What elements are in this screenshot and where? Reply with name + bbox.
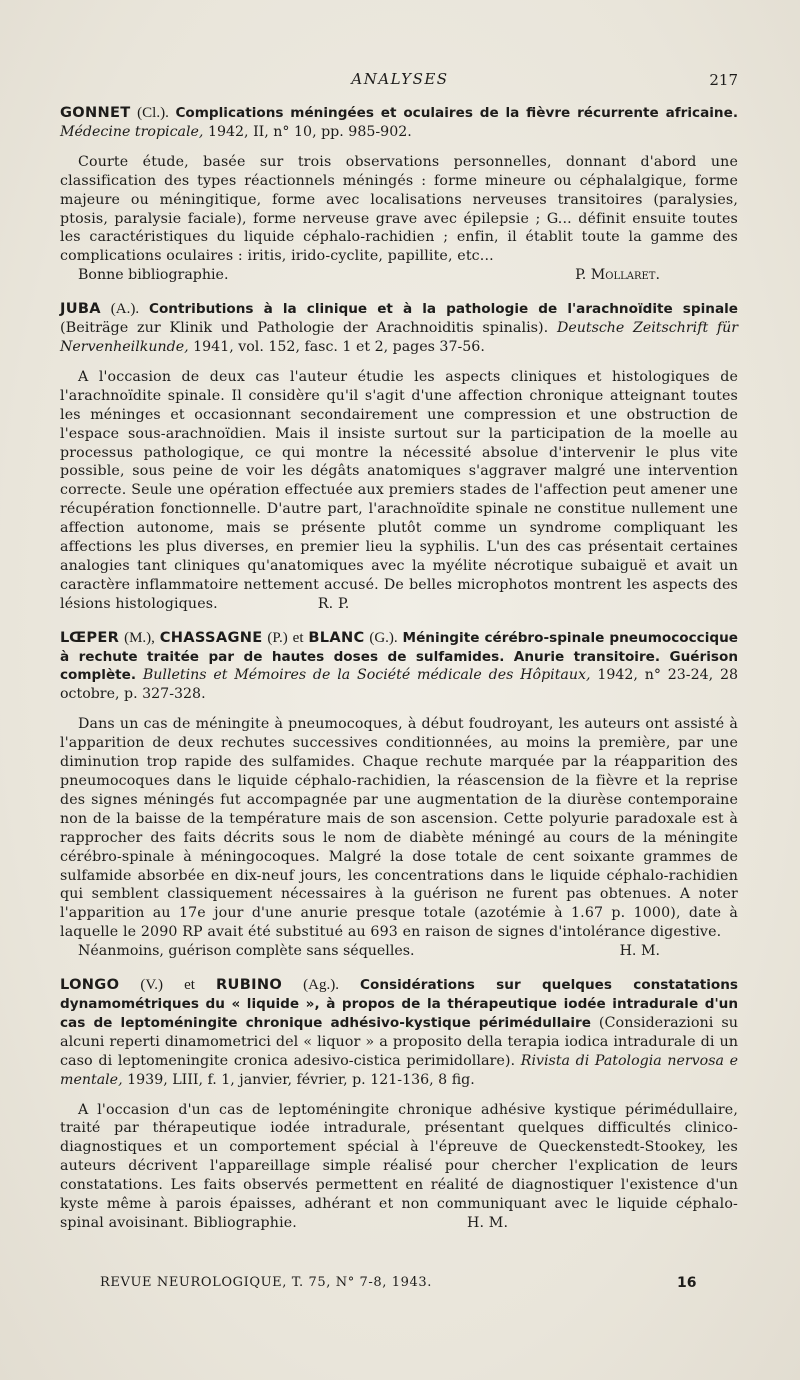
- author-name: BLANC: [308, 628, 365, 646]
- abstract-body: Courte étude, basée sur trois observations personnelles, donnant d'abord une classification des types réactionnels méningés : forme mineure ou céphalalgique, forme majeure ou méningitique, forme avec localisations nerveuses transitoires (paralysies, ptosis, paralysie faciale), forme nerveuse grave avec épilepsie ; G... définit ensuite toutes les caractéristiques du liquide céphalo-rachidien ; enfin, il établit toute la gamme des complications oculaires : iritis, irido-cyclite, papillite, etc...: [60, 153, 738, 265]
- reviewer-signature: H. M.: [466, 1214, 509, 1231]
- sheet-number: 16: [677, 1275, 697, 1291]
- citation-details: 1939, LIII, f. 1, janvier, février, p. 121-136, 8 fig.: [127, 1071, 475, 1088]
- author-name: LŒPER: [60, 628, 120, 646]
- citation-heading: [60, 300, 738, 357]
- original-title: (Considerazioni su alcuni reperti dinamometrici del « liquor » a proposito della terapia iodica intradurale di un caso di leptomeningite cronica adesivo-cistica perimidollare).: [60, 1014, 738, 1069]
- closing-note: Néanmoins, guérison complète sans séquelles.: [78, 943, 415, 960]
- journal-footer: REVUE NEUROLOGIQUE, T. 75, N° 7-8, 1943.: [100, 1275, 432, 1290]
- article-title: Considérations sur quelques constatations dynamométriques du « liquide », à propos de la thérapeutique iodée intradurale d'un cas de leptoméningite chronique adhésivo-kystique périmédullaire: [60, 977, 739, 1031]
- author-name: GONNET: [60, 104, 131, 121]
- abstract-entry: [60, 629, 738, 961]
- author-name: CHASSAGNE: [159, 628, 263, 646]
- abstract-text: A l'occasion d'un cas de leptoméningite chronique adhésive kystique périmédullaire, traité par thérapeutique iodée intradurale, présentant quelques difficultés clinico-diagnostiques et un comportement spécial à l'épreuve de Queckenstedt-Stookey, les auteurs décrivent l'appareillage simple réalisé pour chercher l'explication de leurs constatations. Les faits observés permettent en réalité de diagnostiquer l'existence d'un kyste même à parois épaisses, adhérant et non communiquant avec le liquide céphalo-spinal avoisinant. Bibliographie.: [60, 1101, 738, 1231]
- journal-name: Médecine tropicale,: [60, 123, 204, 140]
- citation-details: 1942, II, n° 10, pp. 985-902.: [207, 123, 412, 140]
- author-name: LONGO: [60, 976, 120, 994]
- closing-note: Bonne bibliographie.: [78, 267, 229, 284]
- page-footer: [100, 1275, 700, 1297]
- running-header: [60, 70, 740, 94]
- author-initials: (Ag.).: [303, 977, 339, 994]
- citation-details: 1941, vol. 152, fasc. 1 et 2, pages 37-56.: [193, 338, 485, 355]
- author-initials: (M.),: [124, 629, 155, 646]
- author-initials: (Cl.).: [137, 105, 169, 121]
- author-conjunction: et: [184, 977, 195, 994]
- page-number: 217: [709, 71, 738, 89]
- abstract-body: [60, 368, 738, 614]
- citation-details: 1942, n° 23-24, 28 octobre, p. 327-328.: [60, 667, 738, 703]
- citation-heading: [60, 629, 738, 705]
- reviewer-signature: H. M.: [619, 943, 660, 960]
- abstract-entry: [60, 104, 738, 285]
- abstract-text: A l'occasion de deux cas l'auteur étudie les aspects cliniques et histologiques de l'arachnoïdite spinale. Il considère qu'il s'agit d'une affection chronique atteignant toutes les méninges et occasionnant secondairement une compression et une obstruction de l'espace sous-arachnoïdien. Mais il insiste surtout sur la participation de la moelle au processus pathologique, ce qui montre la nécessité absolue d'intervenir le plus vite possible, sous peine de voir les dégâts anatomiques s'aggraver malgré une intervention correcte. Seule une opération effectuée aux premiers stades de l'affection peut amener une récupération fonctionnelle. D'autre part, l'arachnoïdite spinale ne constitue nullement une affection autonome, mais se présente plutôt comme un syndrome compliquant les affections les plus diverses, en premier lieu la syphilis. L'un des cas présentait certaines analogies tant cliniques qu'anatomiques avec la myélite nécrotique subaiguë et avait un caractère inflammatoire nettement accusé. De belles microphotos montrent les aspects des lésions histologiques.: [60, 368, 738, 612]
- author-conjunction: et: [292, 629, 304, 646]
- abstract-entry: [60, 300, 738, 614]
- original-title: (Beiträge zur Klinik und Pathologie der Arachnoiditis spinalis).: [60, 320, 549, 337]
- article-title: Méningite cérébro-spinale pneumococcique à rechute traitée par de hautes doses de sulfamides. Anurie transitoire. Guérison complète.: [60, 629, 739, 684]
- abstract-body: Dans un cas de méningite à pneumocoques, à début foudroyant, les auteurs ont assisté à l'apparition de deux rechutes successives conditionnées, au moins la première, par une diminution trop rapide des sulfamides. Chaque rechute marquée par la réapparition des pneumocoques dans le liquide céphalo-rachidien, la réascension de la fièvre et la reprise des signes méningés fut accompagnée par une augmentation de la diurèse contemporaine non de la baisse de la température mais de son ascension. Cette polyurie paradoxale est à rapprocher des faits décrits sous le nom de diabète méningé au cours de la méningite cérébro-spinale à méningocoques. Malgré la dose totale de cent soixante grammes de sulfamide absorbée en dix-neuf jours, les concentrations dans le liquide céphalo-rachidien qui semblent classiquement nécessaires à la guérison ne furent pas obtenues. A noter l'apparition au 17e jour d'une anurie presque totale (azotémie à 1.67 p. 1000), date à laquelle le 2090 RP avait été substitué au 693 en raison de signes d'intolérance digestive.: [60, 716, 738, 941]
- author-name: JUBA: [60, 300, 101, 318]
- author-initials: (V.): [140, 977, 164, 994]
- abstracts-column: [60, 104, 738, 1248]
- author-initials: (A.).: [110, 301, 140, 318]
- section-title: ANALYSES: [351, 70, 449, 88]
- reviewer-signature: P. Mollaret.: [575, 267, 660, 284]
- reviewer-signature: R. P.: [317, 595, 350, 612]
- journal-name: Rivista di Patologia nervosa e mentale,: [60, 1052, 738, 1088]
- author-initials: (G.).: [369, 629, 398, 646]
- author-initials: (P.): [267, 629, 288, 646]
- abstract-entry: [60, 976, 738, 1233]
- closing-line: [60, 942, 738, 961]
- journal-name: Bulletins et Mémoires de la Société médicale des Hôpitaux,: [142, 667, 591, 684]
- citation-heading: [60, 976, 738, 1089]
- citation-heading: [60, 104, 738, 142]
- article-title: Complications méningées et oculaires de la fièvre récurrente africaine.: [175, 105, 738, 121]
- article-title: Contributions à la clinique et à la pathologie de l'arachnoïdite spinale: [148, 301, 739, 318]
- abstract-body: [60, 1101, 738, 1233]
- closing-line: [60, 266, 738, 285]
- journal-name: Deutsche Zeitschrift für Nervenheilkunde,: [60, 320, 739, 355]
- author-name: RUBINO: [216, 976, 283, 994]
